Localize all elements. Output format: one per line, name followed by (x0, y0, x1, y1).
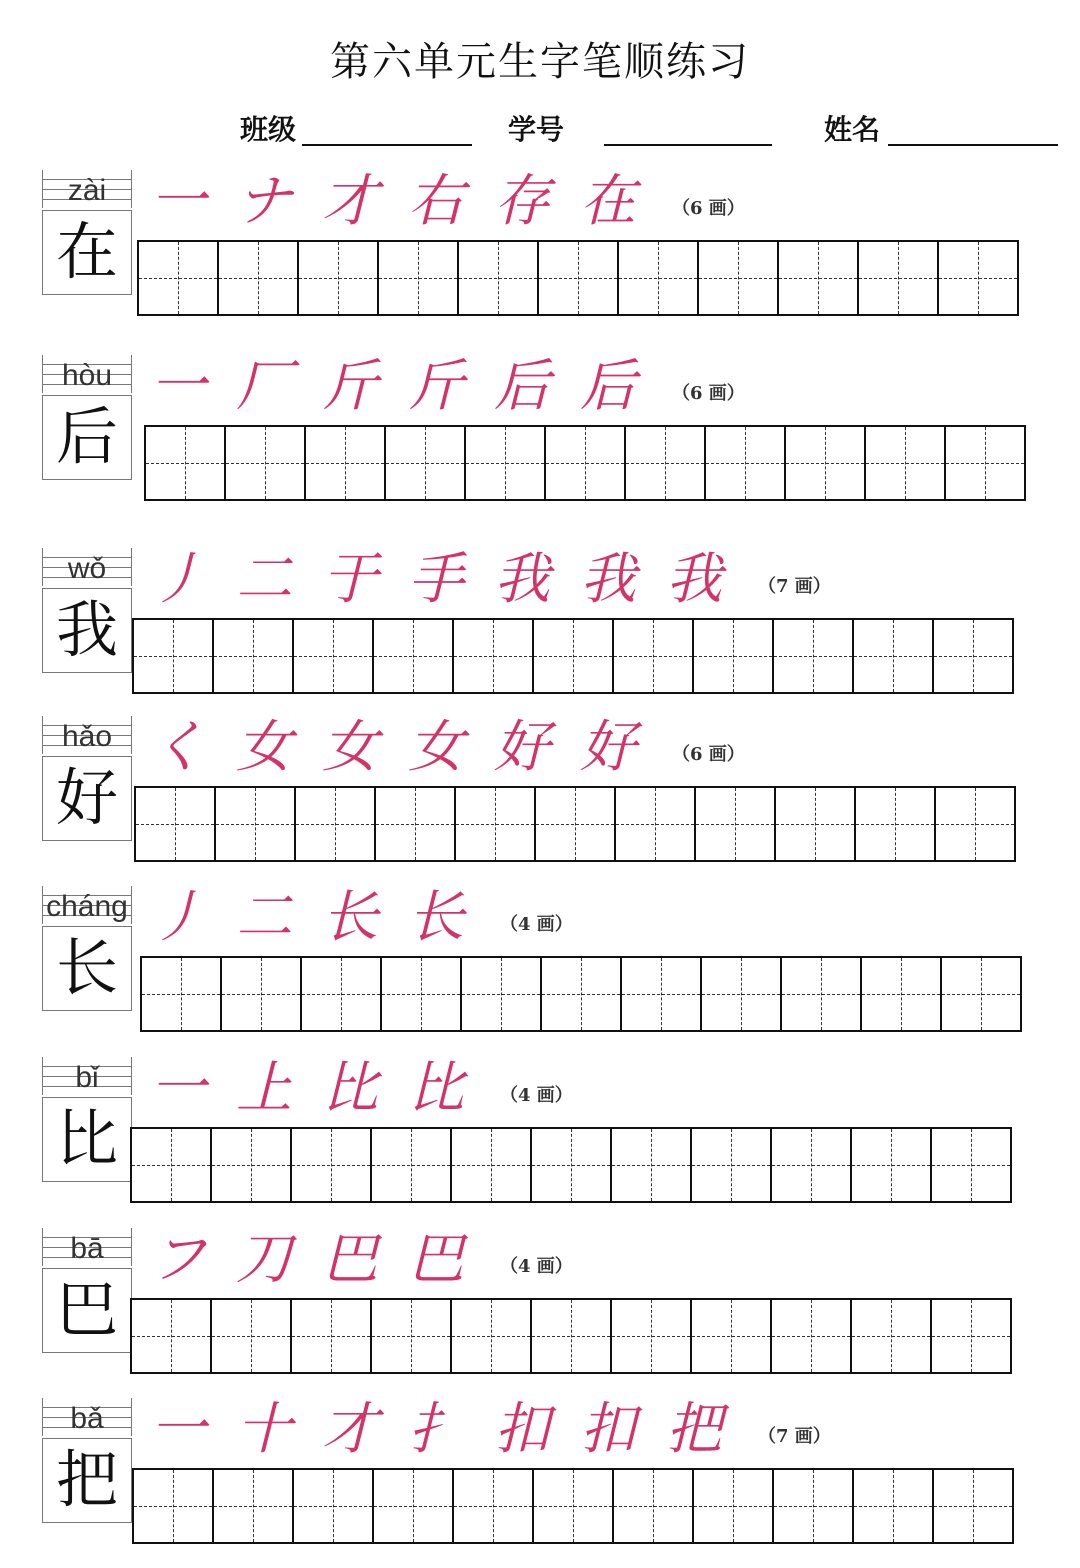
writing-cell[interactable] (942, 958, 1022, 1030)
guide-line-vertical (495, 788, 496, 860)
pinyin-box (42, 170, 132, 208)
stroke-step: 十 (236, 1397, 292, 1462)
character: 好 (55, 761, 118, 834)
guide-line-vertical (171, 1300, 172, 1372)
writing-cell[interactable] (212, 1300, 292, 1372)
character-box (42, 210, 132, 295)
stroke-step: 扣 (580, 1397, 636, 1462)
guide-line-vertical (818, 242, 819, 314)
stroke-step: 斤 (322, 354, 378, 419)
writing-cell[interactable] (856, 788, 936, 860)
writing-cell[interactable] (852, 1300, 932, 1372)
writing-cell[interactable] (222, 958, 302, 1030)
stroke-step: 手 (408, 547, 464, 612)
guide-line-vertical (895, 788, 896, 860)
pinyin-box (42, 716, 132, 754)
guide-line-vertical (978, 242, 979, 314)
writing-cell[interactable] (619, 242, 699, 314)
pinyin-text: hòu (61, 359, 113, 392)
writing-cell[interactable] (386, 427, 466, 499)
character-row (0, 1057, 1080, 1227)
character-box (42, 1438, 132, 1523)
guide-line-vertical (265, 427, 266, 499)
stroke-step: 丿 (150, 547, 206, 612)
writing-cell[interactable] (466, 427, 546, 499)
character: 巴 (55, 1273, 118, 1346)
guide-line-vertical (171, 1129, 172, 1201)
stroke-step: 才 (322, 1397, 378, 1462)
guide-line-vertical (578, 242, 579, 314)
stroke-step: 我 (666, 547, 722, 612)
writing-cell[interactable] (296, 788, 376, 860)
character-box (42, 395, 132, 480)
writing-cell[interactable] (532, 1129, 612, 1201)
writing-cell[interactable] (692, 1300, 772, 1372)
writing-cell[interactable] (774, 620, 854, 692)
guide-line-vertical (411, 1129, 412, 1201)
stroke-step: 扣 (494, 1397, 550, 1462)
writing-cell[interactable] (702, 958, 782, 1030)
stroke-step: 存 (494, 169, 550, 234)
pinyin-box (42, 1398, 132, 1436)
number-label: 学号 (508, 113, 565, 146)
writing-cell[interactable] (454, 1470, 534, 1542)
writing-cell[interactable] (134, 1470, 214, 1542)
writing-cell[interactable] (859, 242, 939, 314)
writing-cell[interactable] (136, 788, 216, 860)
writing-cell[interactable] (932, 1300, 1012, 1372)
character: 把 (55, 1443, 118, 1516)
writing-cell[interactable] (379, 242, 459, 314)
writing-cell[interactable] (452, 1129, 532, 1201)
character-row (0, 716, 1080, 886)
stroke-count: （6 画） (672, 383, 745, 404)
writing-cell[interactable] (294, 620, 374, 692)
writing-cell[interactable] (854, 1470, 934, 1542)
character: 长 (55, 931, 118, 1004)
writing-cell[interactable] (782, 958, 862, 1030)
writing-cell[interactable] (214, 1470, 294, 1542)
stroke-count: （4 画） (500, 914, 573, 935)
guide-line-vertical (331, 1129, 332, 1201)
writing-grid (144, 425, 1026, 501)
writing-cell[interactable] (146, 427, 226, 499)
guide-line-vertical (341, 958, 342, 1030)
writing-cell[interactable] (462, 958, 542, 1030)
pinyin-text: wǒ (67, 552, 107, 585)
guide-line-vertical (653, 1470, 654, 1542)
guide-line-vertical (345, 427, 346, 499)
stroke-step: 把 (666, 1397, 722, 1462)
writing-cell[interactable] (612, 1300, 692, 1372)
guide-line-vertical (655, 788, 656, 860)
guide-line-vertical (491, 1300, 492, 1372)
writing-cell[interactable] (542, 958, 622, 1030)
guide-line-vertical (821, 958, 822, 1030)
writing-cell[interactable] (132, 1300, 212, 1372)
writing-cell[interactable] (382, 958, 462, 1030)
character-box (42, 1097, 132, 1182)
writing-cell[interactable] (612, 1129, 692, 1201)
writing-cell[interactable] (216, 788, 296, 860)
guide-line-vertical (893, 1470, 894, 1542)
character-box (42, 588, 132, 673)
writing-cell[interactable] (939, 242, 1019, 314)
stroke-step: 巴 (322, 1227, 378, 1292)
writing-grid (132, 618, 1014, 694)
guide-line-vertical (975, 788, 976, 860)
writing-cell[interactable] (299, 242, 379, 314)
guide-line-vertical (825, 427, 826, 499)
writing-cell[interactable] (142, 958, 222, 1030)
stroke-order (150, 547, 831, 612)
stroke-step: 一 (150, 1397, 206, 1462)
guide-line-vertical (411, 1300, 412, 1372)
stroke-order (150, 169, 745, 234)
stroke-step: フ (150, 1227, 206, 1292)
writing-grid (134, 786, 1016, 862)
writing-cell[interactable] (374, 1470, 454, 1542)
stroke-count: （7 画） (758, 576, 831, 597)
writing-cell[interactable] (539, 242, 619, 314)
character-row (0, 355, 1080, 525)
guide-line-vertical (573, 1470, 574, 1542)
character: 后 (55, 400, 118, 473)
guide-line-vertical (333, 1470, 334, 1542)
writing-cell[interactable] (772, 1129, 852, 1201)
writing-cell[interactable] (292, 1300, 372, 1372)
guide-line-vertical (178, 242, 179, 314)
guide-line-vertical (973, 1470, 974, 1542)
writing-cell[interactable] (854, 620, 934, 692)
writing-cell[interactable] (536, 788, 616, 860)
guide-line-vertical (811, 1300, 812, 1372)
writing-cell[interactable] (614, 620, 694, 692)
pinyin-text: bā (70, 1232, 104, 1265)
guide-line-vertical (261, 958, 262, 1030)
writing-cell[interactable] (934, 620, 1014, 692)
guide-line-vertical (898, 242, 899, 314)
guide-line-vertical (181, 958, 182, 1030)
guide-line-vertical (331, 1300, 332, 1372)
writing-cell[interactable] (932, 1129, 1012, 1201)
stroke-step: 长 (322, 885, 378, 950)
guide-line-vertical (733, 620, 734, 692)
stroke-step: 好 (580, 715, 636, 780)
character-box (42, 926, 132, 1011)
guide-line-vertical (735, 788, 736, 860)
stroke-step: 上 (236, 1056, 292, 1121)
stroke-count: （4 画） (500, 1085, 573, 1106)
writing-cell[interactable] (374, 620, 454, 692)
guide-line-vertical (658, 242, 659, 314)
writing-cell[interactable] (692, 1129, 772, 1201)
stroke-step: 在 (580, 169, 636, 234)
character-row (0, 170, 1080, 340)
writing-cell[interactable] (139, 242, 219, 314)
guide-line-vertical (573, 620, 574, 692)
stroke-order (150, 354, 745, 419)
stroke-order (150, 1227, 573, 1292)
character-box (42, 756, 132, 841)
guide-line-vertical (425, 427, 426, 499)
guide-line-vertical (731, 1300, 732, 1372)
pinyin-text: bǎ (70, 1402, 104, 1435)
stroke-step: 一 (150, 1056, 206, 1121)
writing-cell[interactable] (694, 620, 774, 692)
writing-cell[interactable] (946, 427, 1026, 499)
writing-cell[interactable] (774, 1470, 854, 1542)
stroke-step: 我 (494, 547, 550, 612)
stroke-step: 一 (150, 169, 206, 234)
guide-line-vertical (665, 427, 666, 499)
writing-cell[interactable] (134, 620, 214, 692)
guide-line-vertical (421, 958, 422, 1030)
stroke-step: 厂 (236, 354, 292, 419)
pinyin-box (42, 886, 132, 924)
guide-line-vertical (498, 242, 499, 314)
writing-cell[interactable] (546, 427, 626, 499)
pinyin-text: hǎo (61, 720, 113, 753)
guide-line-vertical (415, 788, 416, 860)
writing-cell[interactable] (456, 788, 536, 860)
writing-cell[interactable] (226, 427, 306, 499)
guide-line-vertical (258, 242, 259, 314)
pinyin-box (42, 1057, 132, 1095)
guide-line-vertical (333, 620, 334, 692)
stroke-step: く (150, 715, 206, 780)
writing-cell[interactable] (212, 1129, 292, 1201)
writing-cell[interactable] (852, 1129, 932, 1201)
guide-line-vertical (338, 242, 339, 314)
stroke-count: （6 画） (672, 744, 745, 765)
character-row (0, 1228, 1080, 1398)
stroke-step: 右 (408, 169, 464, 234)
guide-line-vertical (971, 1300, 972, 1372)
guide-line-vertical (491, 1129, 492, 1201)
character: 比 (55, 1102, 118, 1175)
stroke-count: （7 画） (758, 1426, 831, 1447)
stroke-step: 我 (580, 547, 636, 612)
writing-cell[interactable] (776, 788, 856, 860)
writing-cell[interactable] (779, 242, 859, 314)
guide-line-vertical (418, 242, 419, 314)
class-label: 班级 (240, 113, 297, 146)
guide-line-vertical (585, 427, 586, 499)
writing-cell[interactable] (696, 788, 776, 860)
guide-line-vertical (173, 1470, 174, 1542)
guide-line-vertical (413, 620, 414, 692)
guide-line-vertical (571, 1300, 572, 1372)
name-label: 姓名 (824, 113, 881, 146)
guide-line-vertical (813, 620, 814, 692)
guide-line-vertical (901, 958, 902, 1030)
guide-line-vertical (493, 620, 494, 692)
number-field[interactable] (604, 144, 772, 146)
writing-cell[interactable] (614, 1470, 694, 1542)
guide-line-vertical (815, 788, 816, 860)
stroke-step: 丿 (150, 885, 206, 950)
class-field[interactable] (302, 144, 472, 146)
guide-line-vertical (651, 1129, 652, 1201)
writing-cell[interactable] (866, 427, 946, 499)
stroke-step: 斤 (408, 354, 464, 419)
guide-line-vertical (253, 1470, 254, 1542)
writing-grid (130, 1298, 1012, 1374)
writing-cell[interactable] (454, 620, 534, 692)
writing-cell[interactable] (294, 1470, 374, 1542)
guide-line-vertical (893, 620, 894, 692)
guide-line-vertical (741, 958, 742, 1030)
writing-cell[interactable] (699, 242, 779, 314)
guide-line-vertical (255, 788, 256, 860)
writing-cell[interactable] (534, 620, 614, 692)
guide-line-vertical (981, 958, 982, 1030)
guide-line-vertical (973, 620, 974, 692)
character-row (0, 548, 1080, 718)
page-title: 第六单元生字笔顺练习 (330, 39, 750, 85)
guide-line-vertical (493, 1470, 494, 1542)
pinyin-text: zài (67, 174, 107, 207)
stroke-step: 后 (494, 354, 550, 419)
guide-line-vertical (575, 788, 576, 860)
pinyin-box (42, 355, 132, 393)
guide-line-vertical (745, 427, 746, 499)
writing-cell[interactable] (934, 1470, 1014, 1542)
writing-cell[interactable] (302, 958, 382, 1030)
writing-grid (132, 1468, 1014, 1544)
stroke-step: 比 (322, 1056, 378, 1121)
stroke-order (150, 885, 573, 950)
guide-line-vertical (413, 1470, 414, 1542)
writing-cell[interactable] (626, 427, 706, 499)
stroke-step: 好 (494, 715, 550, 780)
stroke-step: 比 (408, 1056, 464, 1121)
stroke-order (150, 715, 745, 780)
writing-cell[interactable] (459, 242, 539, 314)
writing-cell[interactable] (372, 1129, 452, 1201)
stroke-step: 女 (236, 715, 292, 780)
stroke-step: 于 (322, 547, 378, 612)
name-field[interactable] (888, 144, 1058, 146)
guide-line-vertical (251, 1129, 252, 1201)
stroke-step: 二 (236, 885, 292, 950)
stroke-step: 长 (408, 885, 464, 950)
writing-cell[interactable] (452, 1300, 532, 1372)
writing-cell[interactable] (786, 427, 866, 499)
pinyin-text: cháng (46, 890, 128, 923)
writing-cell[interactable] (292, 1129, 372, 1201)
writing-cell[interactable] (214, 620, 294, 692)
guide-line-vertical (971, 1129, 972, 1201)
stroke-step: 后 (580, 354, 636, 419)
writing-cell[interactable] (694, 1470, 774, 1542)
writing-cell[interactable] (132, 1129, 212, 1201)
stroke-count: （4 画） (500, 1256, 573, 1277)
guide-line-vertical (738, 242, 739, 314)
guide-line-vertical (985, 427, 986, 499)
guide-line-vertical (651, 1300, 652, 1372)
writing-cell[interactable] (534, 1470, 614, 1542)
character-row (0, 1398, 1080, 1568)
guide-line-vertical (661, 958, 662, 1030)
guide-line-vertical (253, 620, 254, 692)
writing-grid (137, 240, 1019, 316)
pinyin-box (42, 548, 132, 586)
guide-line-vertical (335, 788, 336, 860)
stroke-step: 刀 (236, 1227, 292, 1292)
stroke-step: 女 (408, 715, 464, 780)
stroke-step: 扌 (408, 1397, 464, 1462)
guide-line-vertical (581, 958, 582, 1030)
writing-cell[interactable] (862, 958, 942, 1030)
guide-line-vertical (891, 1129, 892, 1201)
guide-line-vertical (653, 620, 654, 692)
writing-grid (130, 1127, 1012, 1203)
guide-line-vertical (811, 1129, 812, 1201)
writing-cell[interactable] (616, 788, 696, 860)
pinyin-box (42, 1228, 132, 1266)
character-box (42, 1268, 132, 1353)
stroke-step: 才 (322, 169, 378, 234)
guide-line-vertical (813, 1470, 814, 1542)
guide-line-vertical (571, 1129, 572, 1201)
stroke-step: ナ (236, 169, 292, 234)
stroke-order (150, 1397, 831, 1462)
writing-cell[interactable] (376, 788, 456, 860)
writing-cell[interactable] (706, 427, 786, 499)
guide-line-vertical (501, 958, 502, 1030)
character: 在 (55, 215, 118, 288)
writing-cell[interactable] (772, 1300, 852, 1372)
guide-line-vertical (891, 1300, 892, 1372)
guide-line-vertical (733, 1470, 734, 1542)
guide-line-vertical (185, 427, 186, 499)
stroke-step: 一 (150, 354, 206, 419)
writing-cell[interactable] (532, 1300, 612, 1372)
guide-line-vertical (175, 788, 176, 860)
guide-line-vertical (505, 427, 506, 499)
stroke-order (150, 1056, 573, 1121)
guide-line-vertical (251, 1300, 252, 1372)
character-row (0, 886, 1080, 1056)
stroke-step: 巴 (408, 1227, 464, 1292)
guide-line-vertical (731, 1129, 732, 1201)
stroke-count: （6 画） (672, 198, 745, 219)
guide-line-vertical (905, 427, 906, 499)
stroke-step: 女 (322, 715, 378, 780)
stroke-step: 二 (236, 547, 292, 612)
writing-cell[interactable] (622, 958, 702, 1030)
writing-cell[interactable] (306, 427, 386, 499)
writing-cell[interactable] (219, 242, 299, 314)
writing-cell[interactable] (936, 788, 1016, 860)
character: 我 (55, 593, 118, 666)
pinyin-text: bǐ (75, 1061, 99, 1094)
writing-cell[interactable] (372, 1300, 452, 1372)
guide-line-vertical (173, 620, 174, 692)
writing-grid (140, 956, 1022, 1032)
